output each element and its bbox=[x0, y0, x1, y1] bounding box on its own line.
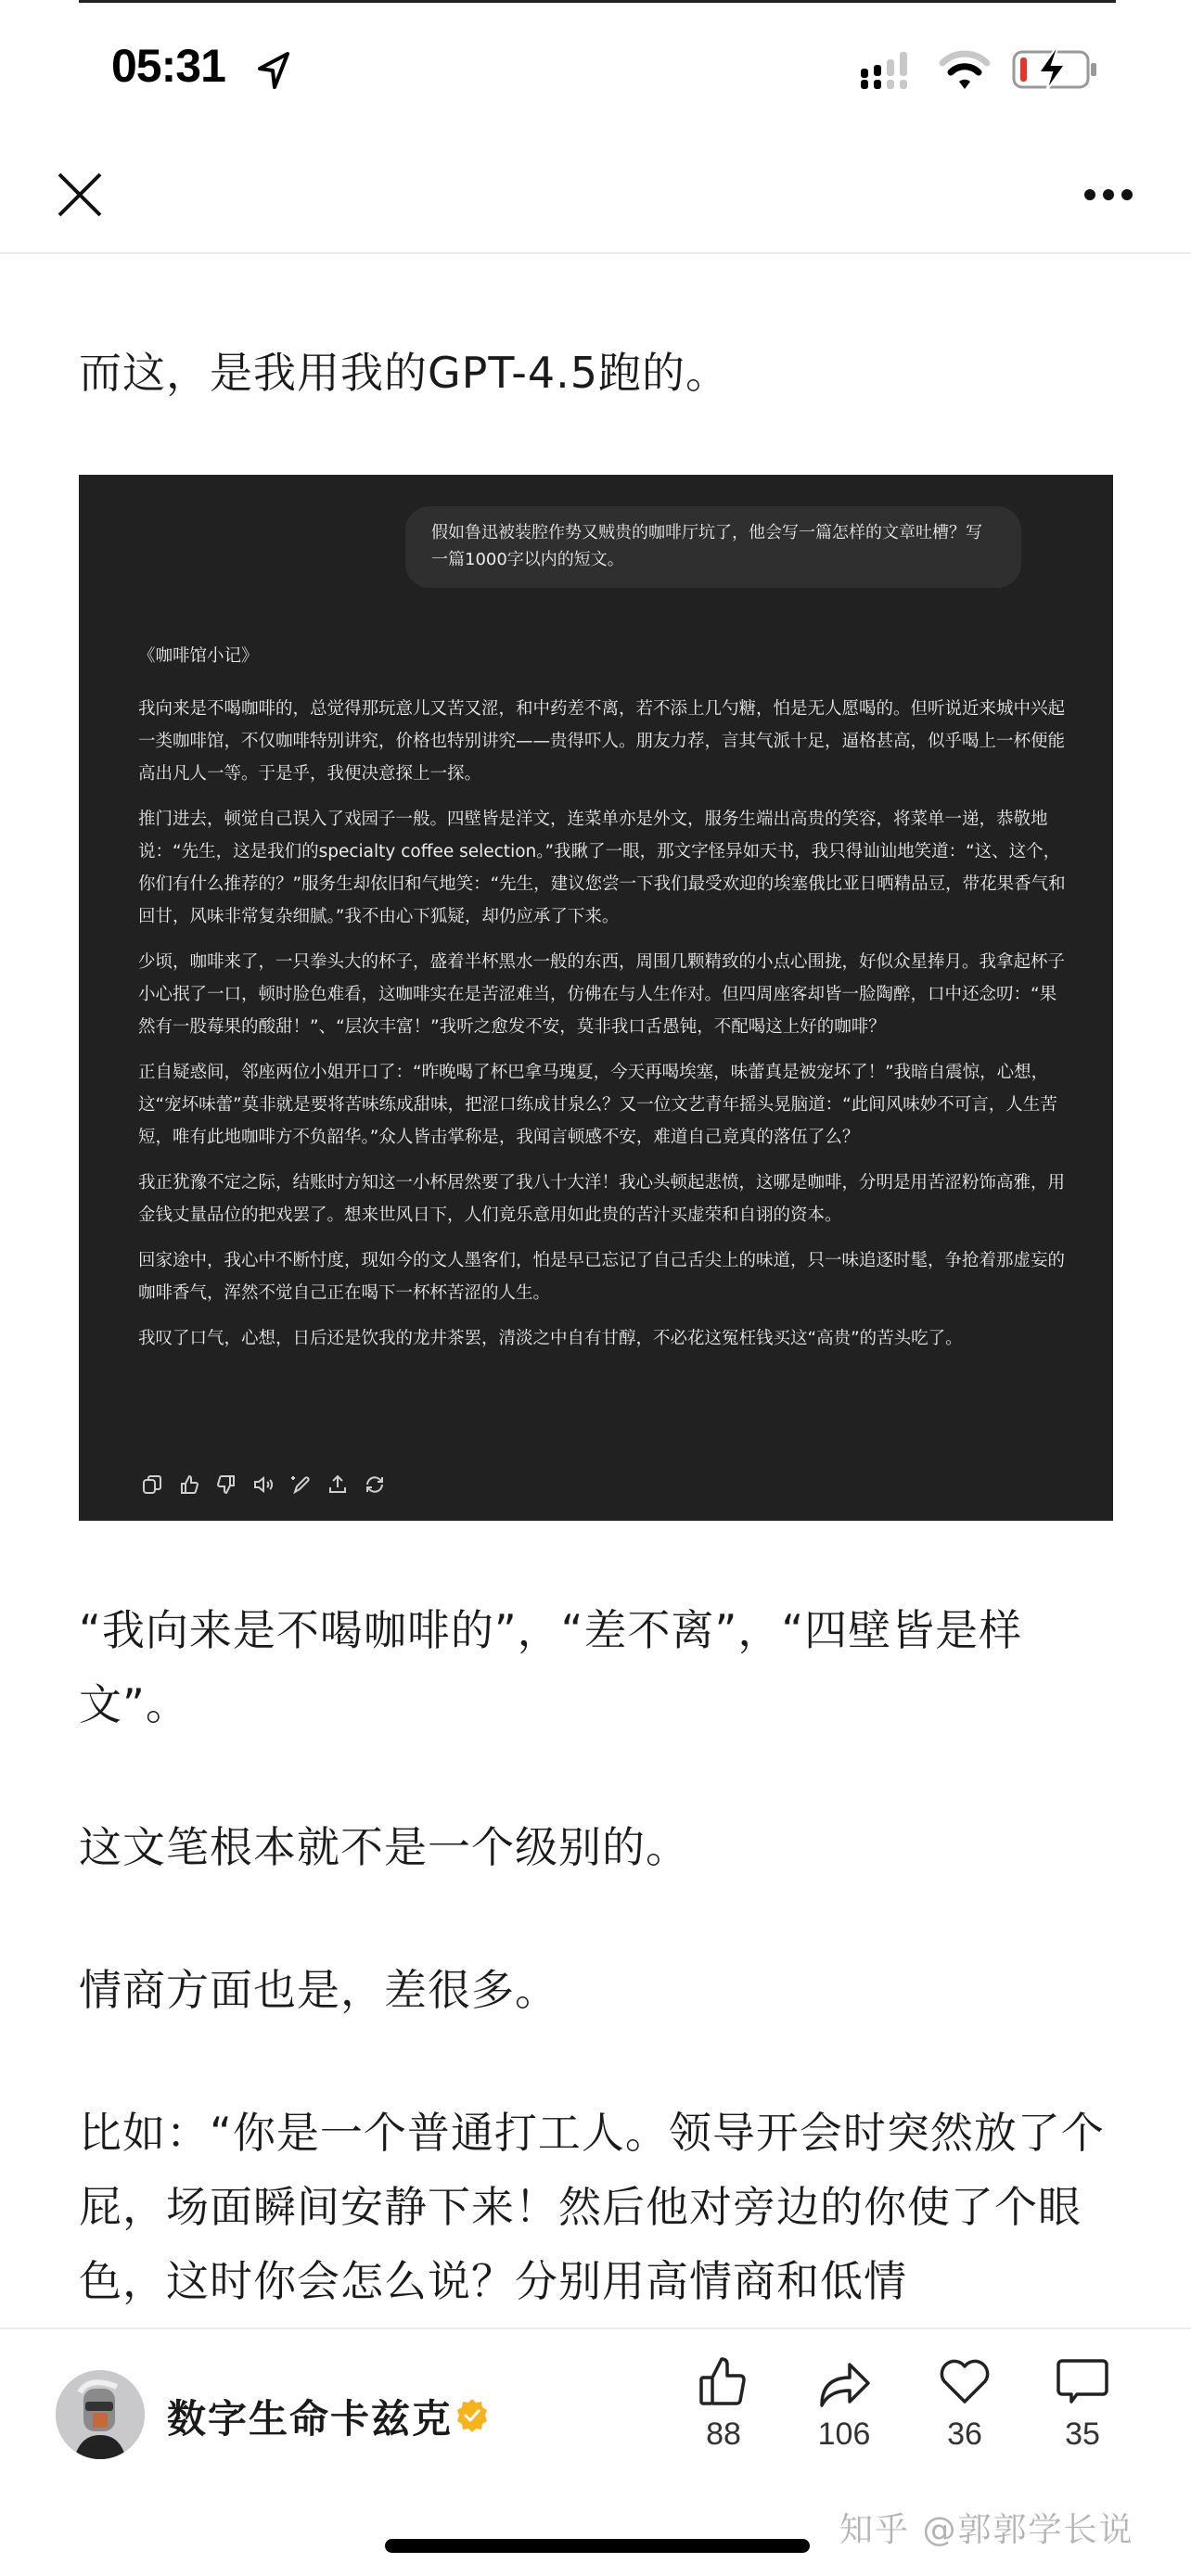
comment-count: 35 bbox=[1065, 2417, 1100, 2452]
close-icon[interactable] bbox=[52, 167, 108, 223]
article-paragraph: 比如：“你是一个普通打工人。领导开会时突然放了个屁，场面瞬间安静下来！然后他对旁边的你使了个眼色，这时你会怎么说？分别用高情商和低情 bbox=[79, 2108, 1105, 2306]
user-prompt-bubble: 假如鲁迅被装腔作势又贼贵的咖啡厅坑了，他会写一篇怎样的文章吐槽？写一篇1000字以内的短文。 bbox=[405, 506, 1021, 588]
article-paragraph: 这文笔根本就不是一个级别的。 bbox=[79, 1822, 689, 1872]
regenerate-icon bbox=[361, 1471, 389, 1498]
thumbs-down-icon bbox=[212, 1471, 240, 1498]
wifi-icon bbox=[937, 48, 992, 91]
response-paragraph: 正自疑惑间，邻座两位小姐开口了：“昨晚喝了杯巴拿马瑰夏，今天再喝埃塞，味蕾真是被宠坏了！”我暗自震惊，心想，这“宠坏味蕾”莫非就是要将苦味练成甜味，把涩口练成甘泉么？又一位文艺青年摇头晃脑道：“此间风味妙不可言，人生苦短，唯有此地咖啡方不负韶华。”众人皆击掌称是，我闻言顿感不安，难道自己竟真的落伍了么？ bbox=[138, 1063, 1057, 1147]
thumbs-up-icon bbox=[694, 2352, 753, 2411]
assistant-response bbox=[138, 640, 1066, 1368]
article-paragraph-intro: 而这，是我用我的GPT-4.5跑的。 bbox=[79, 348, 730, 398]
comment-bubble-icon bbox=[1053, 2352, 1112, 2411]
read-aloud-icon bbox=[250, 1471, 277, 1498]
cellular-signal-icon bbox=[857, 48, 933, 91]
watermark: 知乎 @郭郭学长说 bbox=[839, 2511, 1134, 2549]
chat-screenshot-image bbox=[79, 475, 1113, 1521]
edit-sparkle-icon bbox=[287, 1471, 314, 1498]
article-paragraph: “我向来是不喝咖啡的”，“差不离”，“四壁皆是样文”。 bbox=[79, 1605, 1023, 1729]
nav-bar bbox=[0, 130, 1191, 254]
share-icon bbox=[324, 1471, 352, 1498]
favorite-button[interactable] bbox=[914, 2352, 1016, 2453]
response-paragraph: 回家途中，我心中不断忖度，现如今的文人墨客们，怕是早已忘记了自己舌尖上的味道，只一味追逐时髦，争抢着那虚妄的咖啡香气，浑然不觉自己正在喝下一杯杯苦涩的人生。 bbox=[138, 1251, 1066, 1303]
response-paragraph: 我正犹豫不定之际，结账时方知这一小杯居然要了我八十大洋！我心头顿起悲愤，这哪是咖啡，分明是用苦涩粉饰高雅，用金钱丈量品位的把戏罢了。想来世风日下，人们竟乐意用如此贵的苦汁买虚荣和自诩的资本。 bbox=[138, 1173, 1066, 1225]
thumbs-up-icon bbox=[175, 1471, 203, 1498]
response-paragraph: 我叹了口气，心想，日后还是饮我的龙井茶罢，清淡之中自有甘醇，不必花这冤枉钱买这“高贵”的苦头吃了。 bbox=[138, 1329, 963, 1348]
response-paragraph: 推门进去，顿觉自己误入了戏园子一般。四壁皆是洋文，连菜单亦是外文，服务生端出高贵的笑容，将菜单一递，恭敬地说：“先生，这是我们的specialty coffee selection。”我瞅了一眼，那文字怪异如天书，我只得讪讪地笑道：“这、这个，你们有什么推荐的？”服务生却依旧和气地笑：“先生，建议您尝一下我们最受欢迎的埃塞俄比亚日晒精品豆，带花果香气和回甘，风味非常复杂细腻。”我不由心下狐疑，却仍应承了下来。 bbox=[138, 810, 1066, 926]
battery-charging-icon bbox=[1011, 46, 1104, 93]
copy-icon bbox=[138, 1471, 166, 1498]
share-button[interactable] bbox=[793, 2352, 895, 2453]
author-avatar[interactable] bbox=[56, 2370, 145, 2459]
verified-badge-icon bbox=[455, 2398, 490, 2433]
location-arrow-icon bbox=[256, 50, 293, 91]
more-horizontal-icon[interactable] bbox=[1076, 181, 1141, 209]
response-paragraph: 我向来是不喝咖啡的，总觉得那玩意儿又苦又涩，和中药差不离，若不添上几勺糖，怕是无人愿喝的。但听说近来城中兴起一类咖啡馆，不仅咖啡特别讲究，价格也特别讲究——贵得吓人。朋友力荐，言其气派十足，逼格甚高，似乎喝上一杯便能高出凡人一等。于是乎，我便决意探上一探。 bbox=[138, 699, 1066, 784]
comment-button[interactable] bbox=[1031, 2352, 1133, 2453]
heart-icon bbox=[935, 2352, 994, 2411]
favorite-count: 36 bbox=[947, 2417, 982, 2452]
response-paragraph: 少顷，咖啡来了，一只拳头大的杯子，盛着半杯黑水一般的东西，周围几颗精致的小点心围拢，好似众星捧月。我拿起杯子小心抿了一口，顿时脸色难看，这咖啡实在是苦涩难当，仿佛在与人生作对。但四周座客却皆一脸陶醉，口中还念叨：“果然有一股莓果的酸甜！”、“层次丰富！”我听之愈发不安，莫非我口舌愚钝，不配喝这上好的咖啡？ bbox=[138, 952, 1066, 1037]
response-action-bar bbox=[138, 1471, 389, 1498]
status-bar bbox=[0, 0, 1191, 130]
author-name[interactable]: 数字生命卡兹克 bbox=[167, 2396, 454, 2442]
article-paragraph: 情商方面也是，差很多。 bbox=[79, 1965, 558, 2015]
response-title: 《咖啡馆小记》 bbox=[138, 646, 259, 666]
status-time: 05:31 bbox=[111, 40, 225, 92]
share-arrow-icon bbox=[814, 2352, 874, 2411]
home-indicator[interactable] bbox=[385, 2539, 810, 2553]
like-count: 88 bbox=[706, 2417, 741, 2452]
share-count: 106 bbox=[817, 2417, 871, 2452]
like-button[interactable] bbox=[672, 2352, 775, 2453]
